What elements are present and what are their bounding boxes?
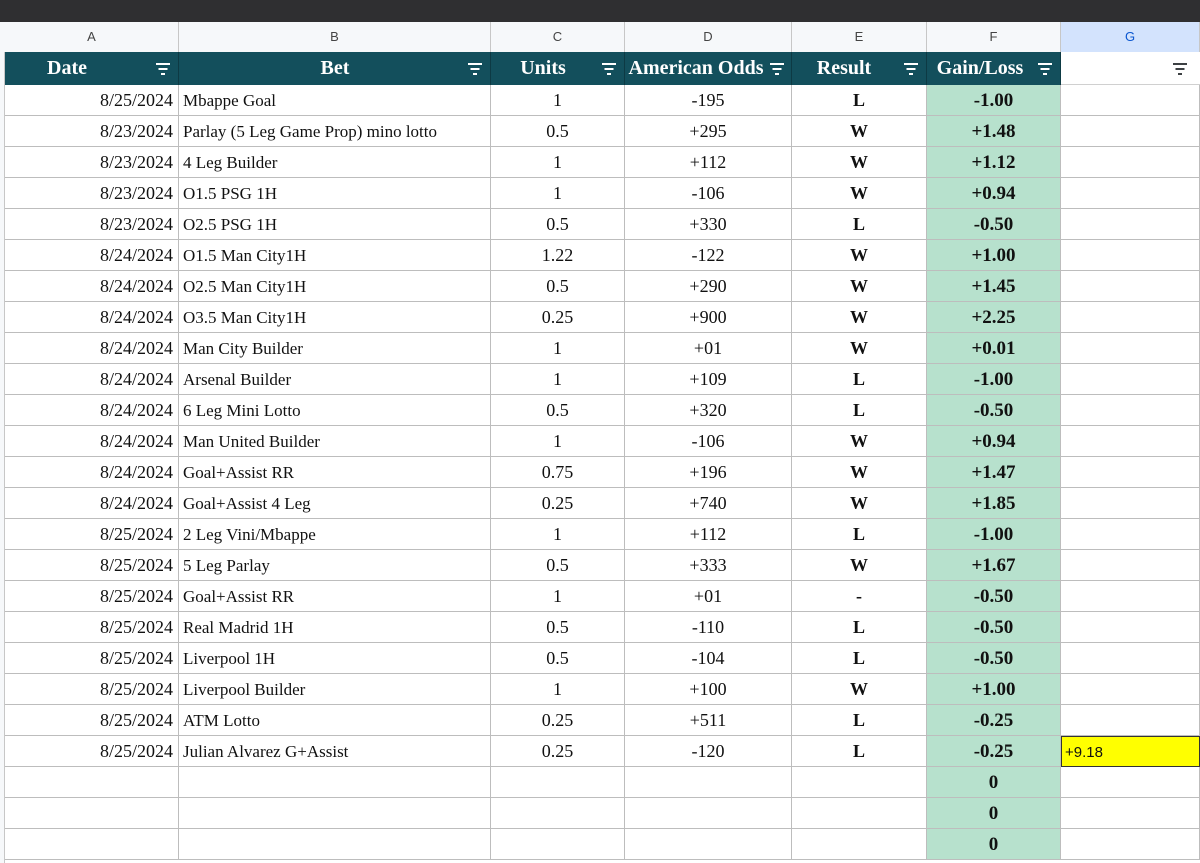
column-letter-f[interactable]: F <box>927 22 1061 52</box>
bet-cell[interactable]: O3.5 Man City1H <box>179 302 491 333</box>
units-cell[interactable] <box>491 767 625 798</box>
result-cell[interactable]: L <box>792 612 927 643</box>
date-cell[interactable]: 8/24/2024 <box>5 271 179 302</box>
filter-icon[interactable] <box>155 62 171 76</box>
units-cell[interactable]: 1 <box>491 85 625 116</box>
result-cell[interactable]: W <box>792 116 927 147</box>
header-gain-loss-label: Gain/Loss <box>936 57 1024 79</box>
bet-cell[interactable] <box>179 798 491 829</box>
date-cell[interactable]: 8/25/2024 <box>5 85 179 116</box>
odds-cell[interactable]: +109 <box>625 364 792 395</box>
table-row <box>0 736 1200 767</box>
odds-cell[interactable]: -122 <box>625 240 792 271</box>
table-row <box>0 240 1200 271</box>
date-cell[interactable]: 8/23/2024 <box>5 116 179 147</box>
bet-cell[interactable]: Parlay (5 Leg Game Prop) mino lotto <box>179 116 491 147</box>
column-letter-header <box>0 22 1200 53</box>
result-cell[interactable]: W <box>792 426 927 457</box>
odds-cell[interactable]: -195 <box>625 85 792 116</box>
gain-loss-cell[interactable]: +1.67 <box>927 550 1061 581</box>
bet-cell[interactable]: Liverpool Builder <box>179 674 491 705</box>
filter-icon[interactable] <box>1037 62 1053 76</box>
bet-cell[interactable]: Goal+Assist RR <box>179 581 491 612</box>
odds-cell[interactable] <box>625 829 792 860</box>
column-g-cell[interactable] <box>1061 767 1200 798</box>
gain-loss-cell[interactable]: 0 <box>927 767 1061 798</box>
table-row <box>0 271 1200 302</box>
result-cell[interactable]: L <box>792 85 927 116</box>
gain-loss-cell[interactable]: -0.50 <box>927 581 1061 612</box>
gain-loss-cell[interactable]: +1.12 <box>927 147 1061 178</box>
date-cell[interactable]: 8/24/2024 <box>5 240 179 271</box>
result-cell[interactable]: L <box>792 364 927 395</box>
table-row <box>0 178 1200 209</box>
result-cell[interactable]: W <box>792 333 927 364</box>
header-units-label: Units <box>520 57 566 79</box>
header-date[interactable] <box>5 52 179 85</box>
units-cell[interactable]: 1 <box>491 519 625 550</box>
column-letter-g[interactable]: G <box>1061 22 1200 52</box>
column-letter-e[interactable]: E <box>792 22 927 52</box>
odds-cell[interactable]: +112 <box>625 147 792 178</box>
app-top-bar <box>0 0 1200 22</box>
table-row <box>0 612 1200 643</box>
gain-loss-cell[interactable]: +1.00 <box>927 674 1061 705</box>
gain-loss-cell[interactable]: -1.00 <box>927 85 1061 116</box>
gain-loss-cell[interactable]: -0.50 <box>927 612 1061 643</box>
gain-loss-cell[interactable]: -1.00 <box>927 364 1061 395</box>
gain-loss-cell[interactable]: +1.00 <box>927 240 1061 271</box>
units-cell[interactable]: 0.5 <box>491 116 625 147</box>
bet-cell[interactable]: Man City Builder <box>179 333 491 364</box>
units-cell[interactable]: 0.5 <box>491 612 625 643</box>
bet-cell[interactable]: Arsenal Builder <box>179 364 491 395</box>
result-cell[interactable]: W <box>792 240 927 271</box>
header-odds-label: American Odds <box>628 57 764 79</box>
column-g-cell[interactable] <box>1061 395 1200 426</box>
result-cell[interactable]: W <box>792 674 927 705</box>
units-cell[interactable] <box>491 829 625 860</box>
bet-cell[interactable]: 5 Leg Parlay <box>179 550 491 581</box>
column-g-cell[interactable] <box>1061 550 1200 581</box>
date-cell[interactable] <box>5 798 179 829</box>
column-g-cell[interactable] <box>1061 85 1200 116</box>
units-cell[interactable]: 1 <box>491 426 625 457</box>
units-cell[interactable] <box>491 798 625 829</box>
units-cell[interactable]: 0.5 <box>491 271 625 302</box>
column-letter-c[interactable]: C <box>491 22 625 52</box>
odds-cell[interactable]: +290 <box>625 271 792 302</box>
column-g-cell[interactable] <box>1061 240 1200 271</box>
table-row <box>0 829 1200 860</box>
column-g-cell[interactable] <box>1061 674 1200 705</box>
date-cell[interactable]: 8/24/2024 <box>5 302 179 333</box>
result-cell[interactable] <box>792 798 927 829</box>
date-cell[interactable]: 8/25/2024 <box>5 736 179 767</box>
gain-loss-cell[interactable]: -0.50 <box>927 209 1061 240</box>
bet-cell[interactable]: Real Madrid 1H <box>179 612 491 643</box>
odds-cell[interactable]: +511 <box>625 705 792 736</box>
date-cell[interactable]: 8/24/2024 <box>5 457 179 488</box>
date-cell[interactable]: 8/25/2024 <box>5 550 179 581</box>
table-row <box>0 85 1200 116</box>
column-g-cell[interactable] <box>1061 519 1200 550</box>
result-cell[interactable]: L <box>792 519 927 550</box>
date-cell[interactable]: 8/23/2024 <box>5 209 179 240</box>
odds-cell[interactable]: +330 <box>625 209 792 240</box>
date-cell[interactable]: 8/25/2024 <box>5 643 179 674</box>
header-row <box>0 52 1200 85</box>
result-cell[interactable]: W <box>792 178 927 209</box>
filter-icon[interactable] <box>601 62 617 76</box>
date-cell[interactable]: 8/24/2024 <box>5 426 179 457</box>
gain-loss-cell[interactable]: -0.25 <box>927 705 1061 736</box>
bet-cell[interactable]: ATM Lotto <box>179 705 491 736</box>
odds-cell[interactable]: +112 <box>625 519 792 550</box>
filter-icon[interactable] <box>903 62 919 76</box>
bet-cell[interactable]: O2.5 PSG 1H <box>179 209 491 240</box>
date-cell[interactable]: 8/25/2024 <box>5 674 179 705</box>
result-cell[interactable]: - <box>792 581 927 612</box>
gain-loss-cell[interactable]: +1.48 <box>927 116 1061 147</box>
table-row <box>0 643 1200 674</box>
bet-cell[interactable]: Mbappe Goal <box>179 85 491 116</box>
column-g-cell[interactable] <box>1061 829 1200 860</box>
column-letter-a[interactable]: A <box>5 22 179 52</box>
bet-cell[interactable]: O1.5 PSG 1H <box>179 178 491 209</box>
bet-cell[interactable]: 4 Leg Builder <box>179 147 491 178</box>
gain-loss-cell[interactable]: +1.45 <box>927 271 1061 302</box>
gain-loss-cell[interactable]: +0.01 <box>927 333 1061 364</box>
odds-cell[interactable]: -110 <box>625 612 792 643</box>
units-cell[interactable]: 1.22 <box>491 240 625 271</box>
table-row <box>0 550 1200 581</box>
gain-loss-cell[interactable]: +2.25 <box>927 302 1061 333</box>
column-g-cell[interactable] <box>1061 178 1200 209</box>
bet-cell[interactable]: O1.5 Man City1H <box>179 240 491 271</box>
odds-cell[interactable]: +320 <box>625 395 792 426</box>
units-cell[interactable]: 0.25 <box>491 302 625 333</box>
result-cell[interactable] <box>792 829 927 860</box>
header-bet[interactable] <box>179 52 491 85</box>
header-american-odds[interactable] <box>625 52 792 85</box>
bet-cell[interactable]: Julian Alvarez G+Assist <box>179 736 491 767</box>
units-cell[interactable]: 1 <box>491 674 625 705</box>
column-g-cell[interactable] <box>1061 457 1200 488</box>
header-date-label: Date <box>47 57 87 79</box>
units-cell[interactable]: 1 <box>491 333 625 364</box>
date-cell[interactable]: 8/24/2024 <box>5 488 179 519</box>
column-g-cell[interactable] <box>1061 643 1200 674</box>
gain-loss-cell[interactable]: +1.85 <box>927 488 1061 519</box>
odds-cell[interactable]: -106 <box>625 178 792 209</box>
table-row <box>0 116 1200 147</box>
filter-icon[interactable] <box>1172 62 1188 76</box>
table-row <box>0 674 1200 705</box>
gain-loss-cell[interactable]: +0.94 <box>927 178 1061 209</box>
column-g-cell[interactable] <box>1061 116 1200 147</box>
gain-loss-cell[interactable]: 0 <box>927 798 1061 829</box>
units-cell[interactable]: 1 <box>491 147 625 178</box>
gain-loss-cell[interactable]: -0.50 <box>927 643 1061 674</box>
table-row <box>0 767 1200 798</box>
date-cell[interactable]: 8/23/2024 <box>5 147 179 178</box>
column-g-cell[interactable] <box>1061 426 1200 457</box>
date-cell[interactable]: 8/23/2024 <box>5 178 179 209</box>
bet-cell[interactable]: 2 Leg Vini/Mbappe <box>179 519 491 550</box>
table-row <box>0 519 1200 550</box>
column-g-cell[interactable] <box>1061 302 1200 333</box>
date-cell[interactable]: 8/25/2024 <box>5 705 179 736</box>
units-cell[interactable]: 1 <box>491 364 625 395</box>
column-g-cell[interactable] <box>1061 364 1200 395</box>
odds-cell[interactable]: -104 <box>625 643 792 674</box>
table-row <box>0 798 1200 829</box>
gain-loss-cell[interactable]: -0.25 <box>927 736 1061 767</box>
result-cell[interactable]: W <box>792 271 927 302</box>
column-g-cell[interactable] <box>1061 798 1200 829</box>
date-cell[interactable]: 8/24/2024 <box>5 395 179 426</box>
odds-cell[interactable]: +01 <box>625 581 792 612</box>
odds-cell[interactable]: -120 <box>625 736 792 767</box>
bet-cell[interactable]: 6 Leg Mini Lotto <box>179 395 491 426</box>
result-cell[interactable]: W <box>792 488 927 519</box>
date-cell[interactable]: 8/25/2024 <box>5 519 179 550</box>
result-cell[interactable]: W <box>792 457 927 488</box>
column-g-cell[interactable] <box>1061 271 1200 302</box>
header-result-label: Result <box>816 57 872 79</box>
result-cell[interactable]: L <box>792 736 927 767</box>
bet-cell[interactable] <box>179 767 491 798</box>
result-cell[interactable]: L <box>792 643 927 674</box>
gain-loss-cell[interactable]: +0.94 <box>927 426 1061 457</box>
result-cell[interactable]: W <box>792 302 927 333</box>
table-row <box>0 581 1200 612</box>
table-row <box>0 209 1200 240</box>
result-cell[interactable]: L <box>792 395 927 426</box>
bet-cell[interactable] <box>179 829 491 860</box>
odds-cell[interactable]: +100 <box>625 674 792 705</box>
units-cell[interactable]: 1 <box>491 581 625 612</box>
odds-cell[interactable]: -106 <box>625 426 792 457</box>
table-row <box>0 705 1200 736</box>
gain-loss-cell[interactable]: -0.50 <box>927 395 1061 426</box>
gain-loss-cell[interactable]: 0 <box>927 829 1061 860</box>
header-result[interactable] <box>792 52 927 85</box>
units-cell[interactable]: 0.5 <box>491 209 625 240</box>
table-row <box>0 333 1200 364</box>
result-cell[interactable]: L <box>792 705 927 736</box>
header-g-cell[interactable] <box>1061 52 1200 85</box>
date-cell[interactable]: 8/24/2024 <box>5 364 179 395</box>
table-row <box>0 364 1200 395</box>
column-g-cell[interactable] <box>1061 333 1200 364</box>
table-row <box>0 488 1200 519</box>
header-gain-loss[interactable] <box>927 52 1061 85</box>
table-row <box>0 302 1200 333</box>
result-cell[interactable] <box>792 767 927 798</box>
units-cell[interactable]: 0.25 <box>491 705 625 736</box>
date-cell[interactable]: 8/25/2024 <box>5 612 179 643</box>
odds-cell[interactable]: +01 <box>625 333 792 364</box>
column-g-cell[interactable]: +9.18 <box>1061 736 1200 767</box>
odds-cell[interactable] <box>625 767 792 798</box>
odds-cell[interactable]: +333 <box>625 550 792 581</box>
date-cell[interactable] <box>5 767 179 798</box>
units-cell[interactable]: 0.5 <box>491 643 625 674</box>
result-cell[interactable]: L <box>792 209 927 240</box>
odds-cell[interactable]: +740 <box>625 488 792 519</box>
column-g-cell[interactable] <box>1061 209 1200 240</box>
units-cell[interactable]: 0.75 <box>491 457 625 488</box>
date-cell[interactable]: 8/24/2024 <box>5 333 179 364</box>
odds-cell[interactable]: +196 <box>625 457 792 488</box>
table-row <box>0 457 1200 488</box>
column-g-cell[interactable] <box>1061 488 1200 519</box>
column-letter-d[interactable]: D <box>625 22 792 52</box>
result-cell[interactable]: W <box>792 147 927 178</box>
header-units[interactable] <box>491 52 625 85</box>
date-cell[interactable] <box>5 829 179 860</box>
result-cell[interactable]: W <box>792 550 927 581</box>
odds-cell[interactable] <box>625 798 792 829</box>
date-cell[interactable]: 8/25/2024 <box>5 581 179 612</box>
column-letter-b[interactable]: B <box>179 22 491 52</box>
column-g-cell[interactable] <box>1061 147 1200 178</box>
units-cell[interactable]: 0.25 <box>491 736 625 767</box>
table-row <box>0 395 1200 426</box>
gain-loss-cell[interactable]: -1.00 <box>927 519 1061 550</box>
filter-icon[interactable] <box>467 62 483 76</box>
gain-loss-cell[interactable]: +1.47 <box>927 457 1061 488</box>
table-row <box>0 147 1200 178</box>
bet-cell[interactable]: Goal+Assist RR <box>179 457 491 488</box>
units-cell[interactable]: 0.5 <box>491 395 625 426</box>
units-cell[interactable]: 0.5 <box>491 550 625 581</box>
column-g-cell[interactable] <box>1061 612 1200 643</box>
odds-cell[interactable]: +900 <box>625 302 792 333</box>
bet-cell[interactable]: Liverpool 1H <box>179 643 491 674</box>
column-g-cell[interactable] <box>1061 705 1200 736</box>
header-bet-label: Bet <box>320 57 350 79</box>
column-g-cell[interactable] <box>1061 581 1200 612</box>
units-cell[interactable]: 1 <box>491 178 625 209</box>
odds-cell[interactable]: +295 <box>625 116 792 147</box>
table-row <box>0 426 1200 457</box>
bet-cell[interactable]: O2.5 Man City1H <box>179 271 491 302</box>
bet-cell[interactable]: Goal+Assist 4 Leg <box>179 488 491 519</box>
filter-icon[interactable] <box>769 62 785 76</box>
bet-cell[interactable]: Man United Builder <box>179 426 491 457</box>
units-cell[interactable]: 0.25 <box>491 488 625 519</box>
